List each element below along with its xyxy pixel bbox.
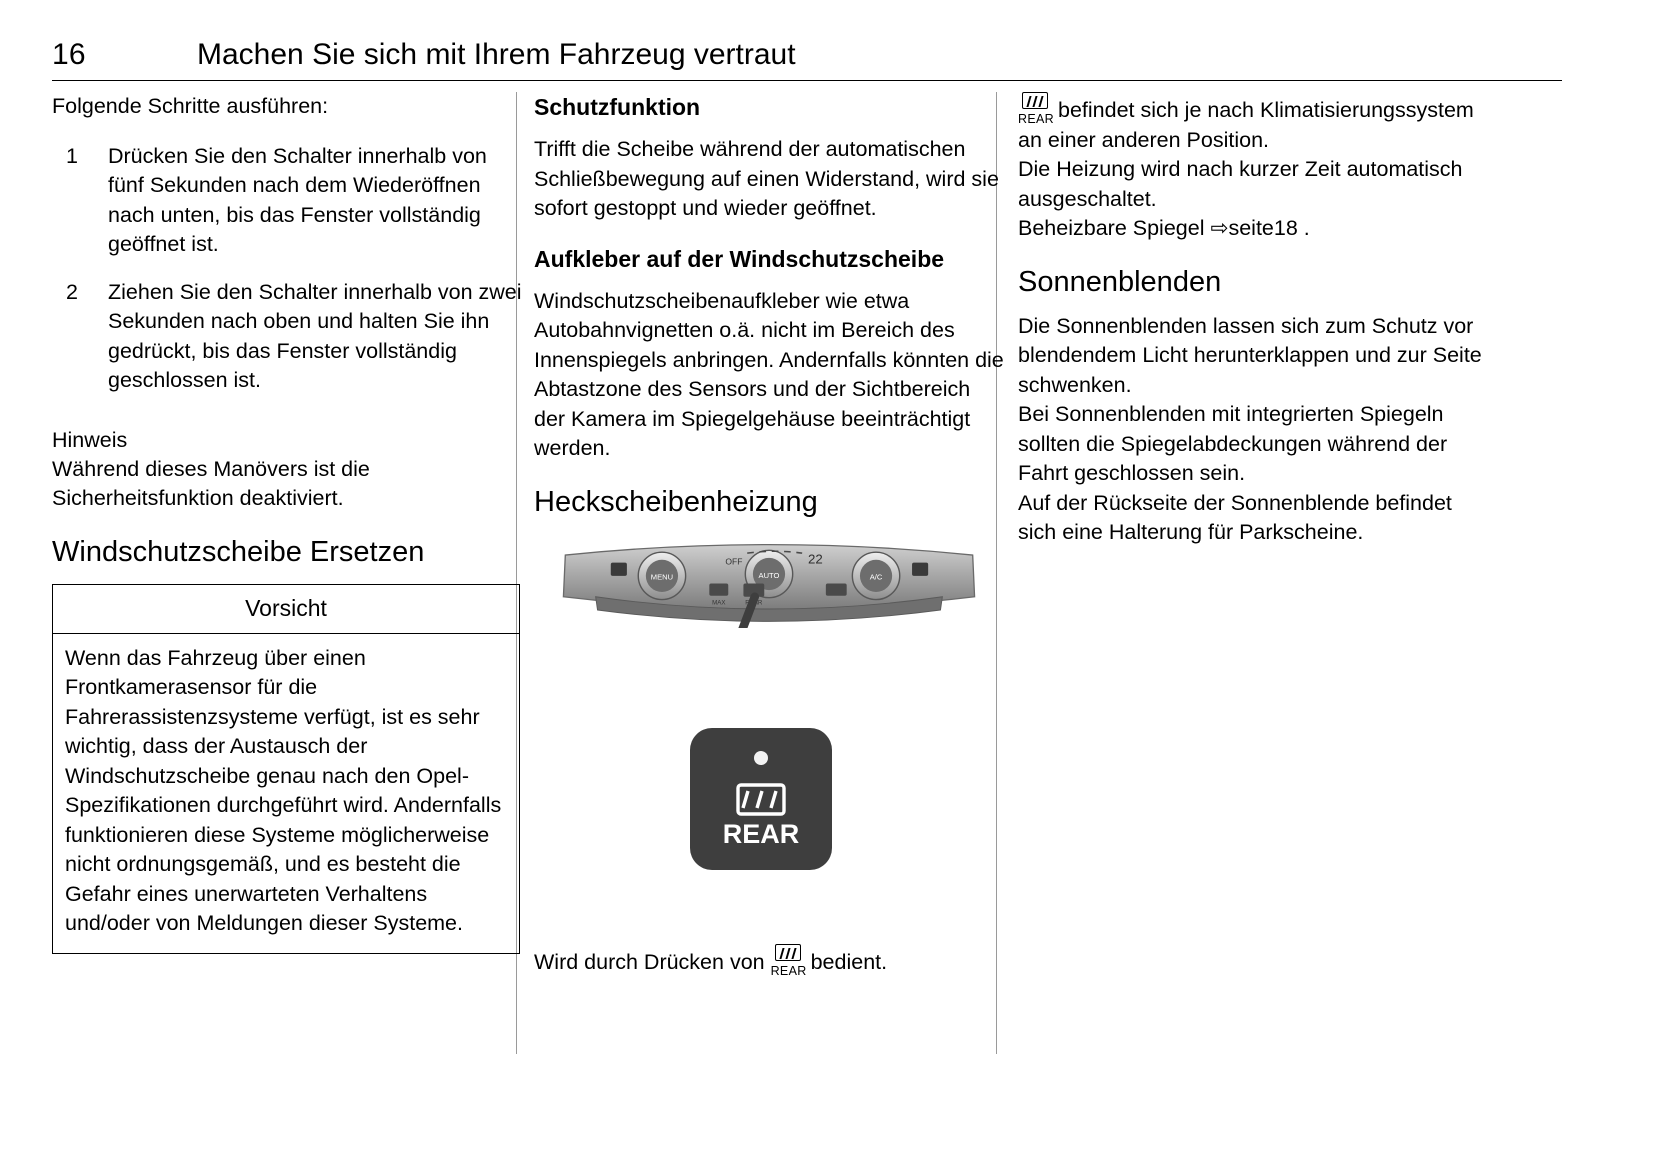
svg-text:MENU: MENU [650,572,674,582]
svg-text:AUTO: AUTO [758,570,780,580]
climate-control-illustration [534,538,1004,858]
rear-defrost-icon [771,944,805,978]
caution-title: Vorsicht [53,585,519,634]
rear-defrost-button[interactable] [690,728,832,870]
rear-defrost-button-label: REAR [722,818,800,849]
paragraph-mirror-ref [1018,214,1488,244]
paragraph-rear-position-text: befindet sich je nach Klimatisierungssystem an einer anderen Position. [1018,98,1474,152]
chapter-title: Machen Sie sich mit Ihrem Fahrzeug vertraut [197,38,796,71]
section-heading-heckscheibenheizung: Heckscheibenheizung [534,485,818,518]
rear-defrost-button-graphic [690,728,832,870]
rear-icon-label: REAR [1018,112,1054,126]
rear-defrost-icon [1018,92,1052,126]
note-text: Während dieses Manövers ist die Sicherheitsfunktion deaktiviert. [52,456,370,510]
svg-text:REAR: REAR [745,598,763,606]
paragraph-sunvisor-1: Die Sonnenblenden lassen sich zum Schutz vor blendendem Licht herunterklappen und zur Seite schwenken. [1018,313,1482,397]
svg-text:OFF: OFF [725,556,743,567]
mirror-ref-text: Beheizbare Spiegel [1018,216,1205,240]
paragraph-heating-auto-off: Die Heizung wird nach kurzer Zeit automatisch ausgeschaltet. [1018,157,1463,211]
caution-body: Wenn das Fahrzeug über einen Frontkamerasensor für die Fahrerassistenzsysteme verfügt, ist es sehr wichtig, dass der Austausch der Windschutzscheibe genau nach den Opel-Spezifikationen durchgeführt wird. Andernfalls funktionieren diese Systeme möglicherweise nicht ordnungsgemäß, und es besteht die Gefahr eines unerwarteten Verhaltens und/oder von Meldungen dieser Systeme. [65,645,502,935]
cross-reference-link[interactable]: ⇨seite18 . [1210,216,1310,240]
svg-text:A/C: A/C [869,572,883,582]
note-heading: Hinweis [52,427,128,452]
procedure-list [52,142,522,396]
caption-text-before: Wird durch Drücken von [534,950,765,974]
subheading-aufkleber: Aufkleber auf der Windschutzscheibe [534,245,945,272]
svg-text:22: 22 [808,551,823,567]
illustration-caption [534,944,1004,978]
column-left [52,92,522,1054]
intro-text: Folgende Schritte ausführen: [52,94,329,118]
column-right [1018,92,1488,1054]
rear-icon-label: REAR [770,964,807,978]
column-middle [534,92,1004,1054]
svg-text:MAX: MAX [712,598,726,606]
paragraph-sunvisor-2: Bei Sonnenblenden mit integrierten Spiegeln sollten die Spiegelabdeckungen während der Fahrt geschlossen sein. [1018,402,1448,485]
list-item-text: Drücken Sie den Schalter innerhalb von fünf Sekunden nach dem Wiederöffnen nach unten, bis das Fenster vollständig geöffnet ist. [108,143,487,256]
paragraph-sunvisor-3: Auf der Rückseite der Sonnenblende befindet sich eine Halterung für Parkscheine. [1018,490,1452,544]
list-item-number: 1 [66,143,78,168]
caution-box [52,584,520,954]
list-item-number: 2 [66,279,78,304]
list-item [52,142,522,260]
caption-text-after: bedient. [810,950,888,974]
list-item-text: Ziehen Sie den Schalter innerhalb von zwei Sekunden nach oben und halten Sie ihn gedrückt, bis das Fenster vollständig geschlossen ist. [108,279,522,392]
section-heading-sonnenblenden: Sonnenblenden [1018,265,1222,298]
paragraph-aufkleber: Windschutzscheibenaufkleber wie etwa Autobahnvignetten o.ä. nicht im Bereich des Innenspiegels anbringen. Andernfalls könnten die Abtastzone des Sensors und der Sichtbereich der Kamera im Spiegelgehäuse beeinträchtigt werden. [534,288,1004,460]
subheading-schutzfunktion: Schutzfunktion [534,94,701,120]
section-heading-windschutzscheibe: Windschutzscheibe Ersetzen [52,535,425,568]
paragraph-rear-position [1018,92,1488,155]
climate-panel-graphic [546,538,992,628]
list-item [52,278,522,396]
paragraph-schutzfunktion: Trifft die Scheibe während der automatischen Schließbewegung auf einen Widerstand, wird sie sofort gestoppt und wieder geöffnet. [534,137,999,220]
page-header [52,38,1562,81]
page-number: 16 [52,38,86,71]
